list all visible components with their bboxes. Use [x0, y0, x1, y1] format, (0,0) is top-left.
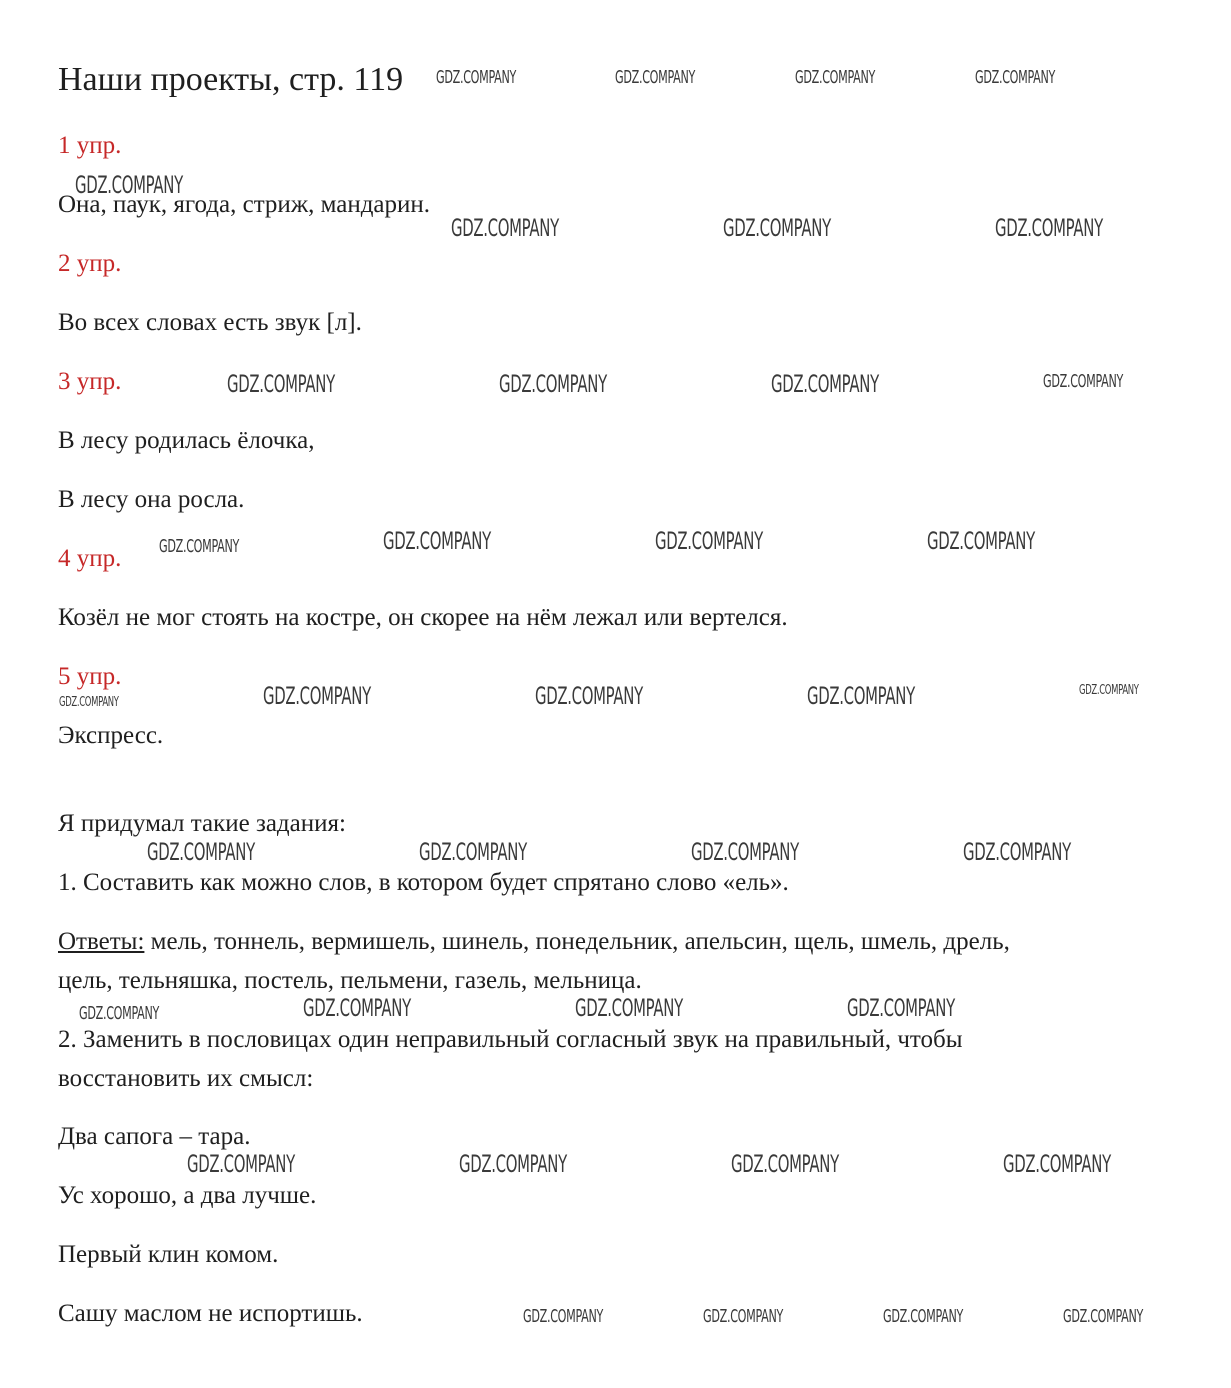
watermark: GDZ.COMPANY [847, 994, 955, 1022]
watermark: GDZ.COMPANY [383, 527, 491, 555]
watermark: GDZ.COMPANY [1043, 371, 1124, 392]
exercise-2-answer: Во всех словах есть звук [л]. [58, 309, 362, 336]
exercise-4-label: 4 упр. [58, 545, 122, 572]
watermark: GDZ.COMPANY [303, 994, 411, 1022]
proverb-3: Первый клин комом. [58, 1241, 279, 1268]
watermark: GDZ.COMPANY [723, 214, 831, 242]
watermark: GDZ.COMPANY [499, 370, 607, 398]
watermark: GDZ.COMPANY [523, 1306, 604, 1327]
watermark: GDZ.COMPANY [159, 536, 240, 557]
watermark: GDZ.COMPANY [771, 370, 879, 398]
watermark: GDZ.COMPANY [451, 214, 559, 242]
watermark: GDZ.COMPANY [227, 370, 335, 398]
task-1-text: 1. Составить как можно слов, в котором будет спрятано слово «ель». [58, 869, 789, 896]
watermark: GDZ.COMPANY [147, 838, 255, 866]
watermark: GDZ.COMPANY [1003, 1150, 1111, 1178]
answers-words-1: мель, тоннель, вермишель, шинель, понедельник, апельсин, щель, шмель, дрель, [144, 928, 1010, 955]
exercise-1-label: 1 упр. [58, 132, 122, 159]
answers-line-2: цель, тельняшка, постель, пельмени, газель, мельница. [58, 967, 642, 994]
task-2-line-1: 2. Заменить в пословицах один неправильный согласный звук на правильный, чтобы [58, 1026, 963, 1053]
watermark: GDZ.COMPANY [963, 838, 1071, 866]
answers-line-1 [58, 927, 1010, 957]
exercise-3-line-1: В лесу родилась ёлочка, [58, 427, 315, 454]
watermark: GDZ.COMPANY [1079, 683, 1139, 698]
task-2-line-2: восстановить их смысл: [58, 1065, 314, 1092]
proverb-1: Два сапога – тара. [58, 1123, 251, 1150]
watermark: GDZ.COMPANY [691, 838, 799, 866]
watermark: GDZ.COMPANY [535, 682, 643, 710]
proverb-4: Сашу маслом не испортишь. [58, 1300, 363, 1327]
watermark: GDZ.COMPANY [655, 527, 763, 555]
watermark: GDZ.COMPANY [79, 1003, 160, 1024]
watermark: GDZ.COMPANY [795, 67, 876, 88]
exercise-4-answer: Козёл не мог стоять на костре, он скорее на нём лежал или вертелся. [58, 604, 788, 631]
watermark: GDZ.COMPANY [731, 1150, 839, 1178]
watermark: GDZ.COMPANY [1063, 1306, 1144, 1327]
watermark: GDZ.COMPANY [995, 214, 1103, 242]
watermark: GDZ.COMPANY [807, 682, 915, 710]
exercise-2-label: 2 упр. [58, 250, 122, 277]
watermark: GDZ.COMPANY [615, 67, 696, 88]
watermark: GDZ.COMPANY [436, 67, 517, 88]
exercise-5-answer: Экспресс. [58, 722, 164, 749]
proverb-2: Ус хорошо, а два лучше. [58, 1182, 317, 1209]
answers-label: Ответы: [58, 928, 145, 955]
watermark: GDZ.COMPANY [419, 838, 527, 866]
watermark: GDZ.COMPANY [703, 1306, 784, 1327]
watermark: GDZ.COMPANY [883, 1306, 964, 1327]
exercise-3-line-2: В лесу она росла. [58, 486, 245, 513]
watermark: GDZ.COMPANY [575, 994, 683, 1022]
watermark: GDZ.COMPANY [187, 1150, 295, 1178]
page-title: Наши проекты, стр. 119 [58, 61, 404, 98]
watermark: GDZ.COMPANY [975, 67, 1056, 88]
exercise-3-label: 3 упр. [58, 368, 122, 395]
watermark: GDZ.COMPANY [75, 171, 183, 199]
watermark: GDZ.COMPANY [927, 527, 1035, 555]
watermark: GDZ.COMPANY [59, 695, 119, 710]
tasks-intro: Я придумал такие задания: [58, 810, 346, 837]
exercise-1-answer: Она, паук, ягода, стриж, мандарин. [58, 191, 431, 218]
watermark: GDZ.COMPANY [459, 1150, 567, 1178]
watermark: GDZ.COMPANY [263, 682, 371, 710]
exercise-5-label: 5 упр. [58, 663, 122, 690]
